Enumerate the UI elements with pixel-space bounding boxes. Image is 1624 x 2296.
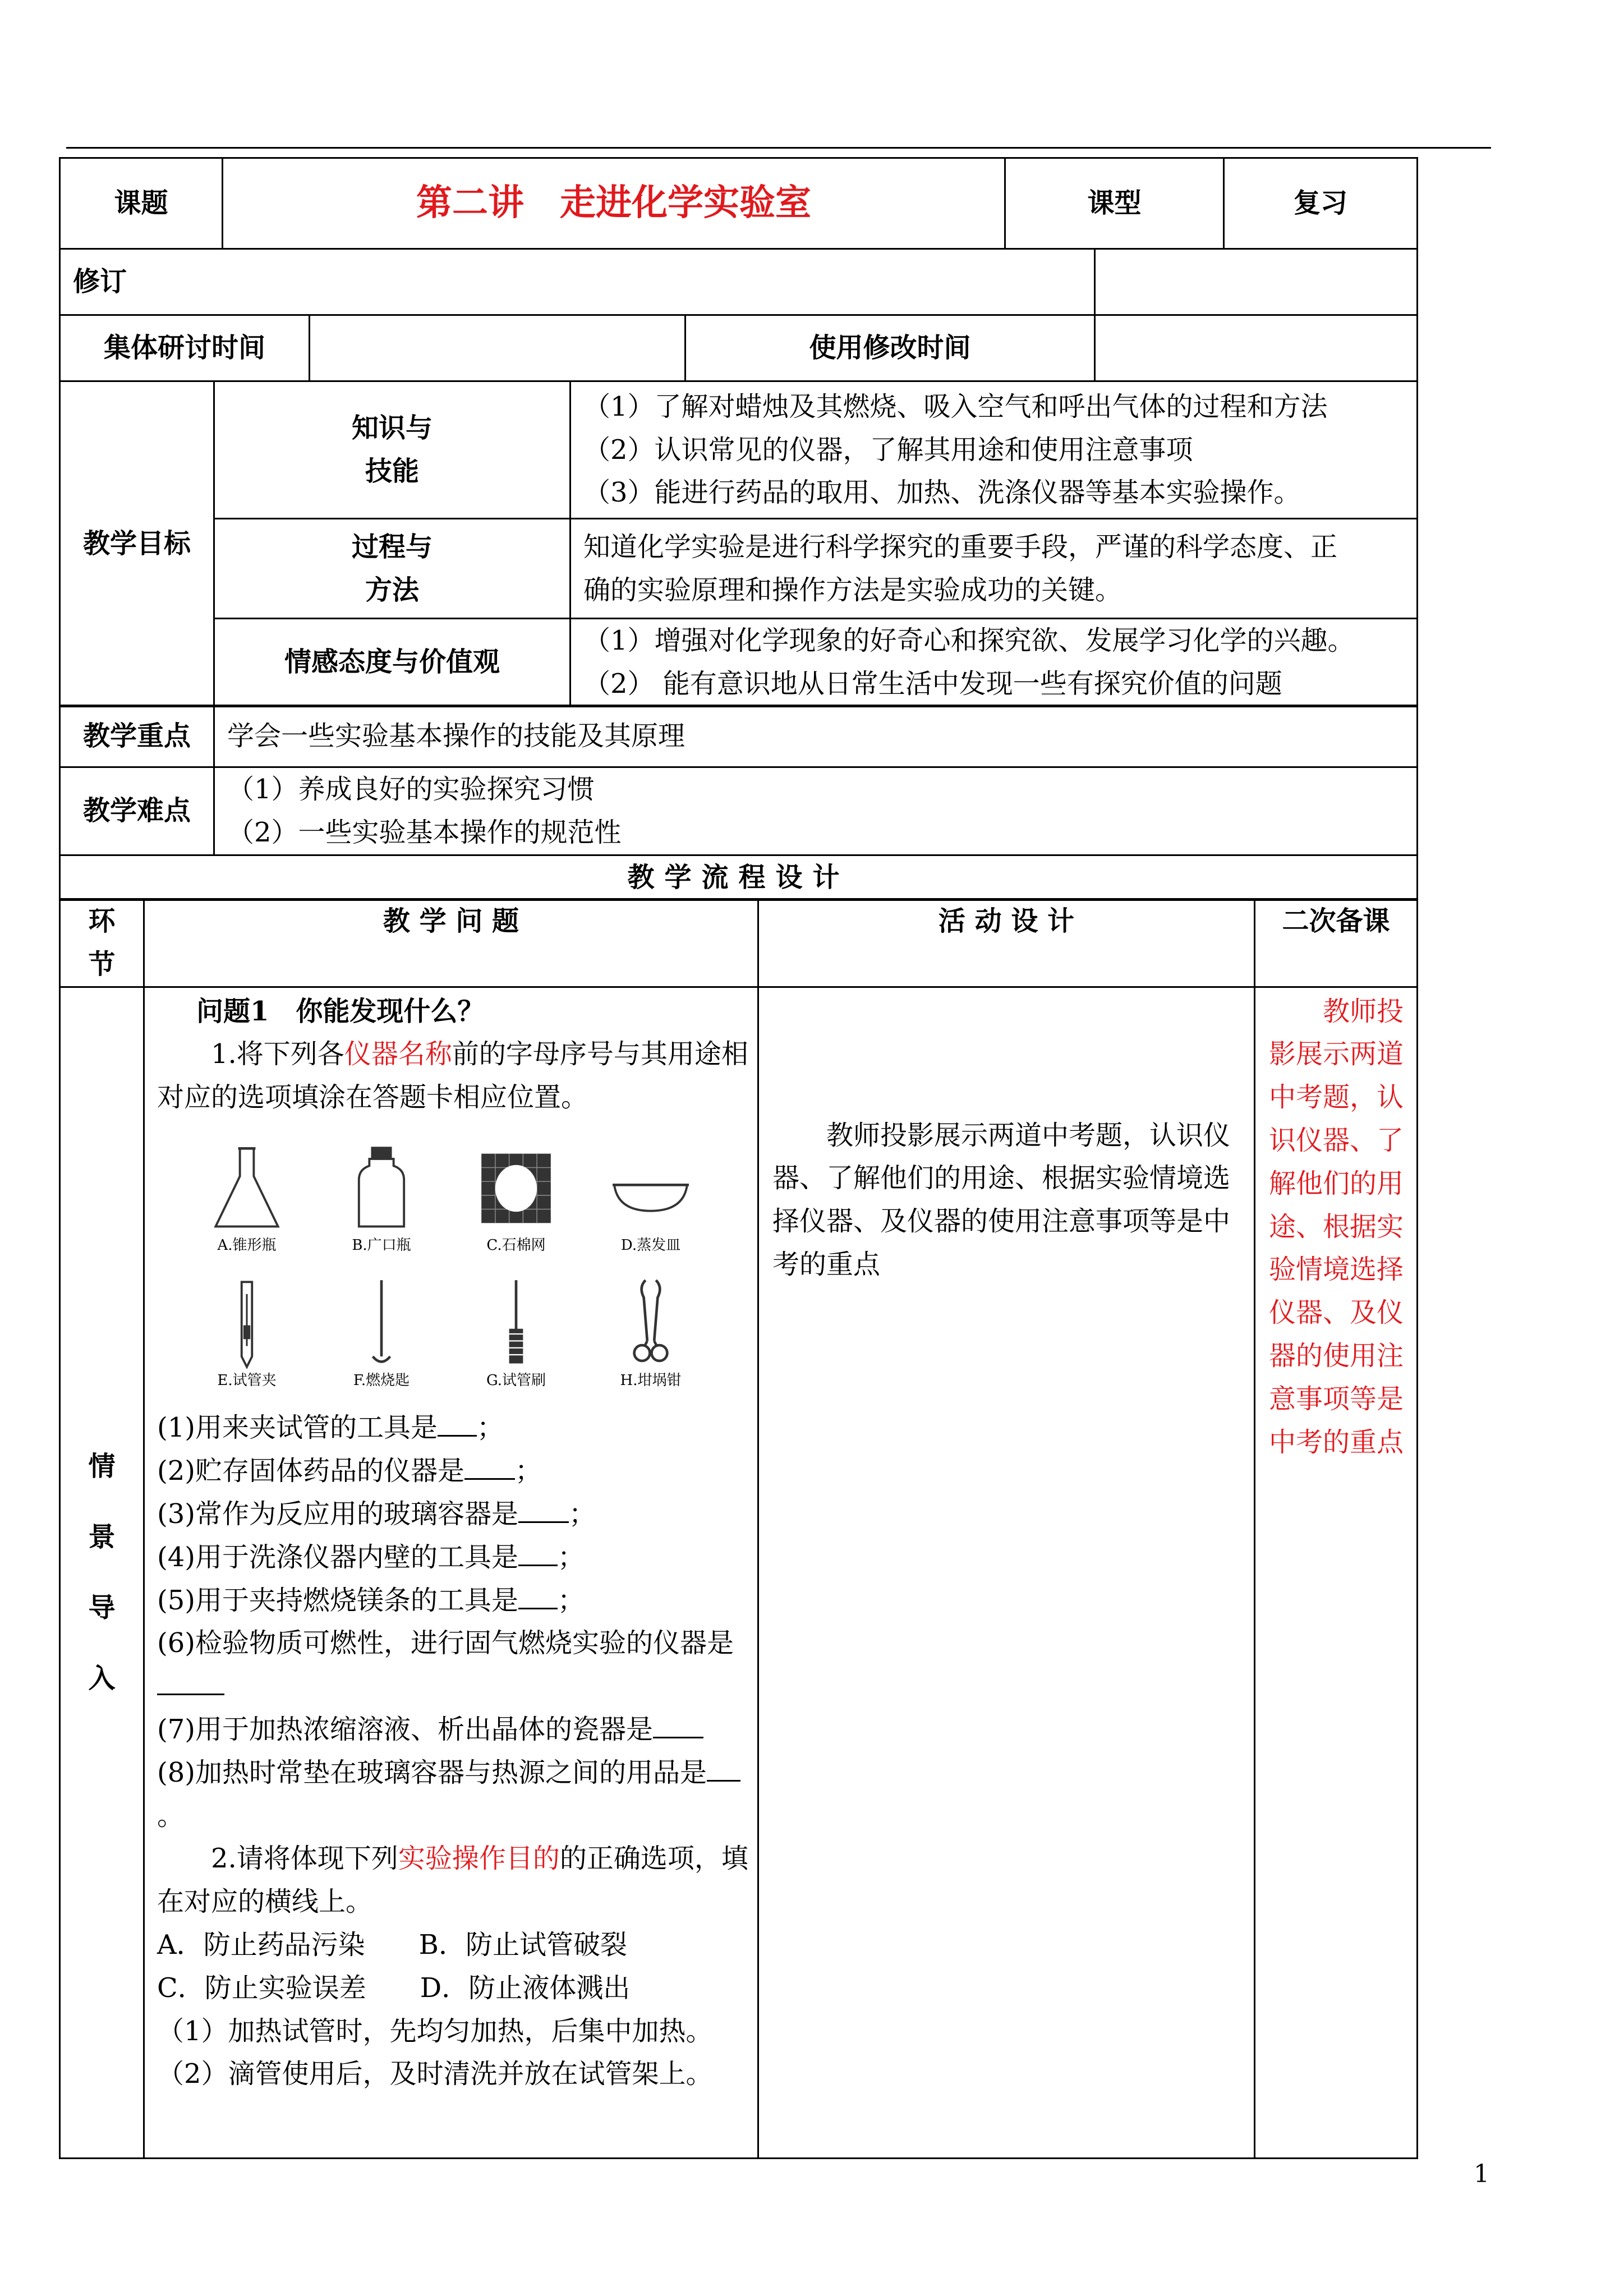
process-text bbox=[571, 519, 1418, 619]
figure-test-tube-holder bbox=[191, 1277, 303, 1389]
flow-table bbox=[59, 898, 1418, 2159]
knowledge-item: （3）能进行药品的取用、加热、洗涤仪器等基本实验操作。 bbox=[583, 477, 1301, 509]
figure-erlenmeyer-flask bbox=[191, 1142, 303, 1254]
instrument-figures bbox=[191, 1142, 751, 1389]
col-prep: 二次备课 bbox=[1255, 899, 1418, 987]
page-title: 第二讲 走进化学实验室 bbox=[223, 158, 1005, 249]
label-group-time: 集体研讨时间 bbox=[60, 315, 310, 381]
stage-cell bbox=[60, 987, 144, 2158]
knowledge-label-1: 知识与 bbox=[351, 412, 433, 444]
figure-crucible-tongs bbox=[595, 1277, 707, 1389]
q1-intro-a: 1.将下列各 bbox=[211, 1038, 344, 1070]
process-label bbox=[214, 519, 571, 619]
knowledge-item: （2）认识常见的仪器，了解其用途和使用注意事项 bbox=[583, 434, 1193, 466]
knowledge-label-2: 技能 bbox=[365, 455, 419, 487]
operation-item: （1）加热试管时，先均匀加热，后集中加热。 bbox=[157, 2015, 713, 2047]
figure-label: E.试管夹 bbox=[217, 1372, 277, 1389]
q2-intro-a: 2.请将体现下列 bbox=[211, 1843, 398, 1875]
q2-intro-b: 的正确选项，填在对应的横线上。 bbox=[157, 1843, 748, 1918]
label-type: 课型 bbox=[1005, 158, 1224, 249]
q1-intro bbox=[157, 1033, 751, 1119]
operation-item: （2）滴管使用后，及时清洗并放在试管架上。 bbox=[157, 2058, 713, 2090]
flow-heading: 教学流程设计 bbox=[60, 855, 1418, 900]
key-point-text: 学会一些实验基本操作的技能及其原理 bbox=[214, 706, 1418, 767]
label-revise: 修订 bbox=[60, 249, 1095, 315]
label-key-point: 教学重点 bbox=[60, 706, 214, 767]
emotion-label: 情感态度与价值观 bbox=[214, 619, 571, 707]
question-item: (2)贮存固体药品的仪器是 ； bbox=[157, 1455, 542, 1487]
question-item: (4)用于洗涤仪器内壁的工具是 ； bbox=[157, 1541, 585, 1573]
options-row: A．防止药品污染 B．防止试管破裂 bbox=[157, 1929, 627, 1961]
figure-combustion-spoon bbox=[325, 1277, 438, 1389]
col-problem: 教 学 问 题 bbox=[144, 899, 758, 987]
keypoint-table bbox=[59, 705, 1418, 901]
difficulty-item: （2）一些实验基本操作的规范性 bbox=[227, 816, 622, 848]
stage-char: 情 bbox=[88, 1451, 116, 1483]
question-item: (7)用于加热浓缩溶液、析出晶体的瓷器是 bbox=[157, 1708, 751, 1751]
revise-value bbox=[1095, 249, 1418, 315]
q2-intro-red: 实验操作目的 bbox=[398, 1843, 560, 1875]
stage-char: 入 bbox=[88, 1663, 116, 1695]
knowledge-item: （1）了解对蜡烛及其燃烧、吸入空气和呼出气体的过程和方法 bbox=[583, 390, 1328, 422]
figure-label: B.广口瓶 bbox=[352, 1236, 411, 1254]
q1-intro-b: 前的字母序号与其用途相对应的选项填涂在答题卡相应位置。 bbox=[157, 1038, 748, 1114]
col-stage bbox=[60, 899, 144, 987]
difficulty-items bbox=[214, 767, 1418, 855]
group-time-value bbox=[310, 315, 686, 381]
use-time-value bbox=[1095, 315, 1418, 381]
label-use-time: 使用修改时间 bbox=[686, 315, 1095, 381]
question-item: (1)用来夹试管的工具是 ； bbox=[157, 1412, 504, 1444]
figure-wide-mouth-bottle bbox=[325, 1142, 438, 1254]
emotion-item: （2） 能有意识地从日常生活中发现一些有探究价值的问题 bbox=[583, 668, 1282, 700]
label-topic: 课题 bbox=[60, 158, 223, 249]
figure-evaporating-dish bbox=[595, 1142, 707, 1254]
stage-char: 景 bbox=[88, 1521, 116, 1553]
process-label-1: 过程与 bbox=[351, 531, 433, 563]
emotion-items bbox=[571, 619, 1418, 707]
problem-cell bbox=[144, 987, 758, 2158]
q1-title: 问题1 你能发现什么？ bbox=[196, 995, 485, 1027]
time-table bbox=[59, 314, 1418, 382]
q1-intro-red: 仪器名称 bbox=[344, 1038, 452, 1070]
q2-intro bbox=[157, 1837, 751, 1924]
options-row: C．防止实验误差 D．防止液体溅出 bbox=[157, 1972, 631, 2004]
label-goals: 教学目标 bbox=[60, 381, 214, 707]
prep-text: 教师投影展示两道中考题，认识仪器、了解他们的用途、根据实验情境选择仪器、及仪器的使用注意事项等是中考的重点 bbox=[1269, 995, 1404, 1458]
activity-text: 教师投影展示两道中考题，认识仪器、了解他们的用途、根据实验情境选择仪器、及仪器的使用注意事项等是中考的重点 bbox=[772, 1119, 1231, 1280]
difficulty-item: （1）养成良好的实验探究习惯 bbox=[227, 774, 595, 805]
question-item: (3)常作为反应用的玻璃容器是 ； bbox=[157, 1498, 596, 1530]
figure-label: A.锥形瓶 bbox=[217, 1236, 277, 1254]
figure-label: D.蒸发皿 bbox=[620, 1236, 681, 1254]
type-value: 复习 bbox=[1224, 158, 1418, 249]
col-activity: 活 动 设 计 bbox=[758, 899, 1255, 987]
col-stage-1: 环 bbox=[88, 905, 116, 937]
page-number: 1 bbox=[1474, 2160, 1489, 2188]
figure-test-tube-brush bbox=[460, 1277, 572, 1389]
question-item: (8)加热时常垫在玻璃容器与热源之间的用品是。 bbox=[157, 1751, 751, 1838]
question-item: (5)用于夹持燃烧镁条的工具是 ； bbox=[157, 1584, 585, 1616]
prep-cell bbox=[1255, 987, 1418, 2158]
goals-table bbox=[59, 380, 1418, 707]
figure-label: G.试管刷 bbox=[486, 1372, 546, 1389]
col-stage-2: 节 bbox=[88, 948, 116, 980]
label-difficulty: 教学难点 bbox=[60, 767, 214, 855]
figure-label: C.石棉网 bbox=[486, 1236, 546, 1254]
emotion-item: （1）增强对化学现象的好奇心和探究欲、发展学习化学的兴趣。 bbox=[583, 625, 1355, 656]
stage-char: 导 bbox=[88, 1592, 116, 1624]
header-table bbox=[59, 157, 1418, 250]
top-rule bbox=[66, 147, 1491, 149]
knowledge-items bbox=[571, 381, 1418, 519]
figure-label: H.坩埚钳 bbox=[620, 1372, 682, 1389]
figure-label: F.燃烧匙 bbox=[353, 1372, 410, 1389]
knowledge-label bbox=[214, 381, 571, 519]
figure-asbestos-gauze bbox=[460, 1142, 572, 1254]
process-text-2: 确的实验原理和操作方法是实验成功的关键。 bbox=[583, 574, 1122, 606]
process-label-2: 方法 bbox=[365, 574, 419, 606]
question-item: (6)检验物质可燃性，进行固气燃烧实验的仪器是 bbox=[157, 1622, 751, 1708]
activity-cell bbox=[758, 987, 1255, 2158]
process-text-1: 知道化学实验是进行科学探究的重要手段，严谨的科学态度、正 bbox=[583, 531, 1338, 563]
revise-table bbox=[59, 248, 1418, 316]
